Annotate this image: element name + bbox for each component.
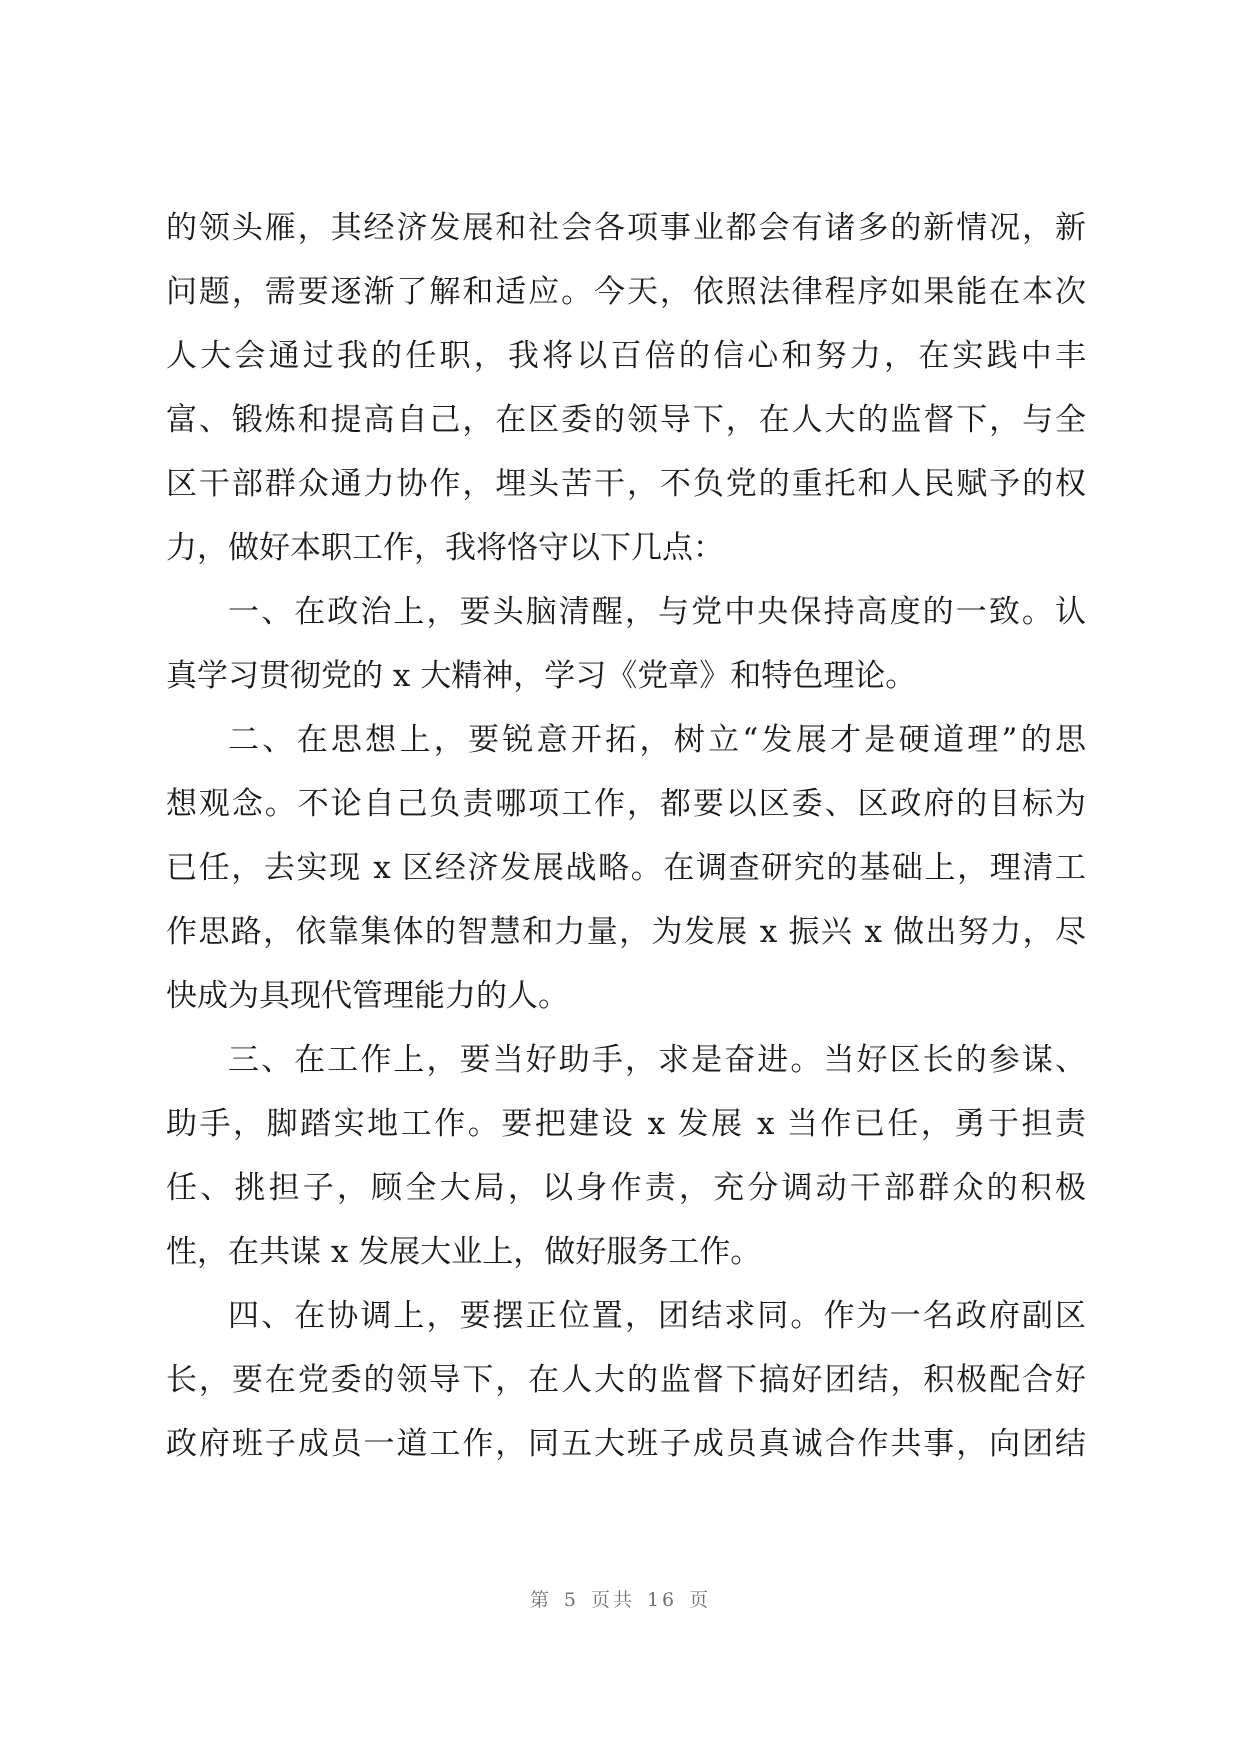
text-line	[166, 1092, 1086, 1156]
text-line	[166, 644, 1086, 708]
line-text: 性，在共谋 x 发展大业上，做好服务工作。	[166, 1234, 762, 1270]
paragraph-start-line	[166, 1028, 1086, 1092]
text-line	[166, 260, 1086, 324]
line-text: 富、锻炼和提高自己，在区委的领导下，在人大的监督下，与全	[166, 402, 1086, 438]
line-text: 问题，需要逐渐了解和适应。今天，依照法律程序如果能在本次	[166, 274, 1086, 310]
page-footer	[0, 1585, 1241, 1612]
line-text: 的领头雁，其经济发展和社会各项事业都会有诸多的新情况，新	[166, 210, 1086, 246]
line-text: 真学习贯彻党的 x 大精神，学习《党章》和特色理论。	[166, 658, 917, 694]
paragraph-start-line	[166, 708, 1086, 772]
paragraph-start-line	[166, 580, 1086, 644]
text-line	[166, 1412, 1086, 1476]
line-text: 想观念。不论自己负责哪项工作，都要以区委、区政府的目标为	[166, 786, 1086, 822]
line-text: 任、挑担子，顾全大局，以身作责，充分调动干部群众的积极	[166, 1170, 1086, 1206]
text-line	[166, 1156, 1086, 1220]
line-text: 四、在协调上，要摆正位置，团结求同。作为一名政府副区	[228, 1298, 1086, 1334]
document-body	[166, 196, 1086, 1476]
line-text: 长，要在党委的领导下，在人大的监督下搞好团结，积极配合好	[166, 1362, 1086, 1398]
line-text: 助手，脚踏实地工作。要把建设 x 发展 x 当作已任，勇于担责	[166, 1106, 1086, 1142]
text-line	[166, 388, 1086, 452]
line-text: 二、在思想上，要锐意开拓，树立“发展才是硬道理”的思	[228, 722, 1086, 758]
line-text: 一、在政治上，要头脑清醒，与党中央保持高度的一致。认	[228, 594, 1086, 630]
line-text: 快成为具现代管理能力的人。	[166, 978, 569, 1014]
footer-prefix: 第	[529, 1589, 552, 1611]
text-line	[166, 516, 1086, 580]
footer-current-page: 5	[563, 1589, 579, 1611]
line-text: 三、在工作上，要当好助手，求是奋进。当好区长的参谋、	[228, 1042, 1086, 1078]
line-text: 人大会通过我的任职，我将以百倍的信心和努力，在实践中丰	[166, 338, 1086, 374]
text-line	[166, 1220, 1086, 1284]
line-text: 力，做好本职工作，我将恪守以下几点：	[166, 530, 724, 566]
line-text: 政府班子成员一道工作，同五大班子成员真诚合作共事，向团结	[166, 1426, 1086, 1462]
text-line	[166, 1348, 1086, 1412]
text-line	[166, 964, 1086, 1028]
text-line	[166, 900, 1086, 964]
footer-middle: 页共	[590, 1589, 635, 1611]
line-text: 已任，去实现 x 区经济发展战略。在调查研究的基础上，理清工	[166, 850, 1086, 886]
text-line	[166, 196, 1086, 260]
footer-total-pages: 16	[646, 1589, 678, 1611]
line-text: 作思路，依靠集体的智慧和力量，为发展 x 振兴 x 做出努力，尽	[166, 914, 1086, 950]
text-line	[166, 836, 1086, 900]
paragraph-start-line	[166, 1284, 1086, 1348]
line-text: 区干部群众通力协作，埋头苦干，不负党的重托和人民赋予的权	[166, 466, 1086, 502]
text-line	[166, 324, 1086, 388]
footer-suffix: 页	[689, 1589, 712, 1611]
text-line	[166, 772, 1086, 836]
text-line	[166, 452, 1086, 516]
